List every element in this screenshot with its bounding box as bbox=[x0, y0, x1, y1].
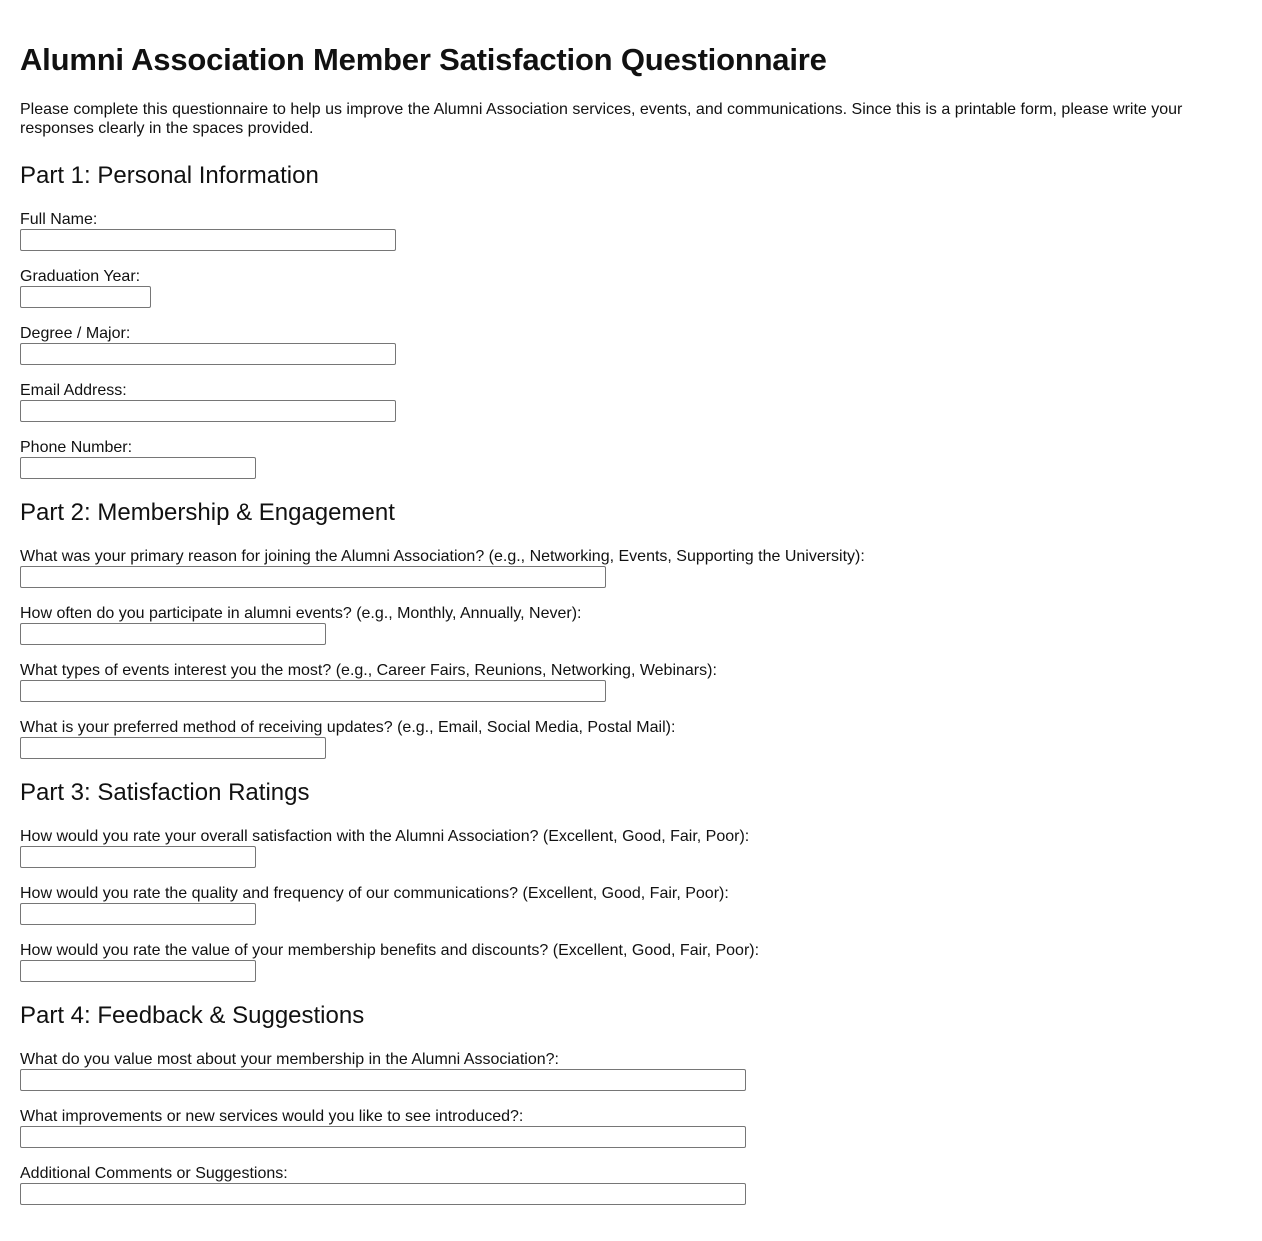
part3-heading: Part 3: Satisfaction Ratings bbox=[20, 779, 310, 806]
update-method-label: What is your preferred method of receiving updates? (e.g., Email, Social Media, Postal Mail): bbox=[20, 719, 676, 736]
page-title: Alumni Association Member Satisfaction Questionnaire bbox=[20, 42, 827, 77]
comments-label: Additional Comments or Suggestions: bbox=[20, 1165, 288, 1182]
phone-field bbox=[20, 438, 1242, 479]
degree-major-label: Degree / Major: bbox=[20, 325, 131, 342]
communications-rating-field bbox=[20, 884, 1242, 925]
value-most-field bbox=[20, 1050, 1242, 1091]
phone-input[interactable] bbox=[20, 457, 256, 479]
email-field bbox=[20, 381, 1242, 422]
update-method-field bbox=[20, 718, 1242, 759]
email-label: Email Address: bbox=[20, 382, 127, 399]
event-frequency-field bbox=[20, 604, 1242, 645]
overall-satisfaction-field bbox=[20, 827, 1242, 868]
event-frequency-label: How often do you participate in alumni events? (e.g., Monthly, Annually, Never): bbox=[20, 605, 582, 622]
graduation-year-field bbox=[20, 267, 1242, 308]
full-name-input[interactable] bbox=[20, 229, 396, 251]
graduation-year-input[interactable] bbox=[20, 286, 151, 308]
benefits-rating-input[interactable] bbox=[20, 960, 256, 982]
improvements-input[interactable] bbox=[20, 1126, 746, 1148]
comments-input[interactable] bbox=[20, 1183, 746, 1205]
degree-major-field bbox=[20, 324, 1242, 365]
primary-reason-field bbox=[20, 547, 1242, 588]
degree-major-input[interactable] bbox=[20, 343, 396, 365]
questionnaire-form bbox=[20, 0, 1242, 1205]
communications-rating-input[interactable] bbox=[20, 903, 256, 925]
communications-rating-label: How would you rate the quality and frequency of our communications? (Excellent, Good, Fair, Poor): bbox=[20, 885, 729, 902]
event-types-label: What types of events interest you the most? (e.g., Career Fairs, Reunions, Networking, Webinars): bbox=[20, 662, 717, 679]
benefits-rating-field bbox=[20, 941, 1242, 982]
part2-heading: Part 2: Membership & Engagement bbox=[20, 499, 395, 526]
value-most-input[interactable] bbox=[20, 1069, 746, 1091]
graduation-year-label: Graduation Year: bbox=[20, 268, 141, 285]
primary-reason-input[interactable] bbox=[20, 566, 606, 588]
overall-satisfaction-input[interactable] bbox=[20, 846, 256, 868]
event-types-field bbox=[20, 661, 1242, 702]
event-types-input[interactable] bbox=[20, 680, 606, 702]
benefits-rating-label: How would you rate the value of your membership benefits and discounts? (Excellent, Good, Fair, Poor): bbox=[20, 942, 760, 959]
full-name-field bbox=[20, 210, 1242, 251]
overall-satisfaction-label: How would you rate your overall satisfaction with the Alumni Association? (Excellent, Good, Fair, Poor): bbox=[20, 828, 750, 845]
improvements-label: What improvements or new services would you like to see introduced?: bbox=[20, 1108, 524, 1125]
part1-heading: Part 1: Personal Information bbox=[20, 162, 319, 189]
comments-field bbox=[20, 1164, 1242, 1205]
primary-reason-label: What was your primary reason for joining the Alumni Association? (e.g., Networking, Events, Supporting the University): bbox=[20, 548, 865, 565]
update-method-input[interactable] bbox=[20, 737, 326, 759]
improvements-field bbox=[20, 1107, 1242, 1148]
email-input[interactable] bbox=[20, 400, 396, 422]
part4-heading: Part 4: Feedback & Suggestions bbox=[20, 1002, 365, 1029]
phone-label: Phone Number: bbox=[20, 439, 133, 456]
event-frequency-input[interactable] bbox=[20, 623, 326, 645]
intro-text: Please complete this questionnaire to help us improve the Alumni Association services, events, and communications. Since this is a printable form, please write your responses clearly in the spaces provided. bbox=[20, 101, 1183, 137]
full-name-label: Full Name: bbox=[20, 211, 98, 228]
value-most-label: What do you value most about your membership in the Alumni Association?: bbox=[20, 1051, 559, 1068]
